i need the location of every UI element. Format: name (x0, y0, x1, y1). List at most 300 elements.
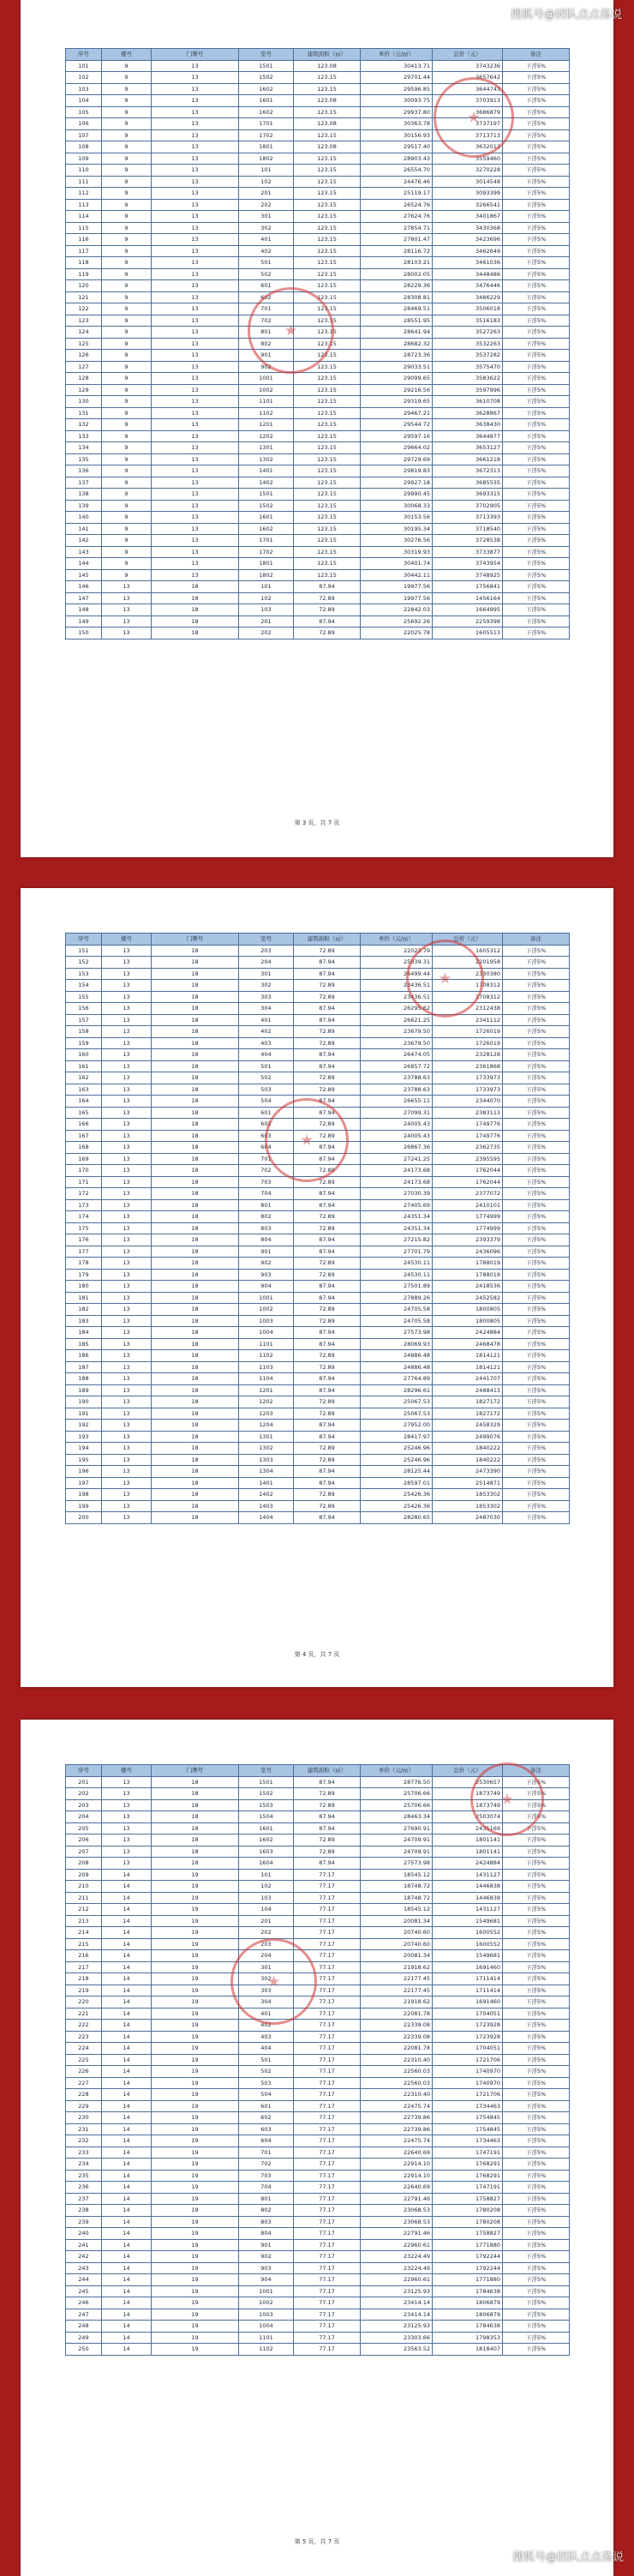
cell-door: 18 (152, 581, 239, 593)
cell-total: 1771880 (433, 2274, 503, 2286)
cell-door: 18 (152, 1846, 239, 1858)
cell-unit: 23224.49 (361, 2262, 433, 2274)
cell-area: 87.94 (294, 1142, 361, 1154)
cell-total: 1605513 (433, 627, 503, 639)
cell-unit: 22739.86 (361, 2112, 433, 2124)
cell-room: 1301 (239, 1431, 294, 1443)
cell-door: 19 (152, 1881, 239, 1893)
cell-unit: 28308.81 (361, 291, 433, 303)
cell-building: 14 (102, 2205, 152, 2217)
table-row (66, 1373, 570, 1385)
cell-total: 1708312 (433, 980, 503, 992)
table-row (66, 106, 570, 118)
cell-unit: 26621.25 (361, 1014, 433, 1026)
cell-unit: 22791.46 (361, 2228, 433, 2240)
cell-total: 1431127 (433, 1869, 503, 1881)
table-row (66, 627, 570, 639)
cell-room: 303 (239, 1985, 294, 1997)
cell-room: 101 (239, 581, 294, 593)
cell-room: 802 (239, 1211, 294, 1223)
cell-seq: 204 (66, 1811, 102, 1823)
cell-room: 1402 (239, 477, 294, 489)
cell-total: 1800805 (433, 1304, 503, 1316)
price-table (65, 1764, 570, 2356)
cell-seq: 167 (66, 1130, 102, 1142)
cell-total: 1664995 (433, 604, 503, 616)
cell-note: 下浮5% (503, 1408, 570, 1420)
cell-area: 72.89 (294, 1361, 361, 1373)
cell-note: 下浮5% (503, 2216, 570, 2228)
cell-seq: 169 (66, 1153, 102, 1165)
cell-area: 77.17 (294, 1881, 361, 1893)
table-row (66, 1927, 570, 1939)
table-row (66, 373, 570, 385)
cell-area: 77.17 (294, 2344, 361, 2356)
cell-room: 302 (239, 980, 294, 992)
cell-total: 3476446 (433, 280, 503, 292)
cell-total: 1792244 (433, 2251, 503, 2263)
cell-total: 3713713 (433, 129, 503, 141)
cell-building: 13 (102, 1234, 152, 1246)
cell-building: 9 (102, 373, 152, 385)
cell-unit: 24476.46 (361, 176, 433, 188)
cell-door: 13 (152, 315, 239, 327)
cell-building: 9 (102, 396, 152, 408)
cell-room: 1802 (239, 153, 294, 165)
cell-note: 下浮5% (503, 419, 570, 431)
cell-building: 9 (102, 407, 152, 419)
cell-building: 14 (102, 2008, 152, 2020)
cell-seq: 225 (66, 2054, 102, 2066)
cell-building: 9 (102, 141, 152, 153)
cell-total: 3702905 (433, 500, 503, 512)
cell-note: 下浮5% (503, 1153, 570, 1165)
cell-seq: 151 (66, 945, 102, 957)
cell-room: 601 (239, 280, 294, 292)
cell-door: 18 (152, 1431, 239, 1443)
cell-unit: 24173.68 (361, 1165, 433, 1177)
cell-unit: 28776.50 (361, 1776, 433, 1788)
cell-seq: 236 (66, 2182, 102, 2194)
cell-building: 14 (102, 2043, 152, 2055)
cell-seq: 212 (66, 1904, 102, 1916)
cell-unit: 30093.75 (361, 95, 433, 107)
cell-door: 19 (152, 2332, 239, 2344)
cell-building: 13 (102, 1246, 152, 1258)
cell-door: 18 (152, 968, 239, 980)
cell-total: 2344070 (433, 1096, 503, 1108)
cell-note: 下浮5% (503, 1915, 570, 1927)
cell-seq: 219 (66, 1985, 102, 1997)
cell-building: 9 (102, 419, 152, 431)
cell-room: 702 (239, 1165, 294, 1177)
column-header-area: 建筑面积（㎡） (294, 49, 361, 61)
cell-building: 9 (102, 268, 152, 280)
cell-area: 72.89 (294, 1315, 361, 1327)
cell-note: 下浮5% (503, 1512, 570, 1524)
table-row (66, 129, 570, 141)
table-row (66, 1500, 570, 1512)
cell-door: 13 (152, 430, 239, 442)
cell-unit: 27952.00 (361, 1420, 433, 1432)
cell-room: 1201 (239, 419, 294, 431)
cell-note: 下浮5% (503, 1072, 570, 1084)
cell-unit: 25706.66 (361, 1799, 433, 1811)
cell-note: 下浮5% (503, 2135, 570, 2147)
table-row (66, 1788, 570, 1800)
cell-unit: 28463.34 (361, 1811, 433, 1823)
cell-seq: 240 (66, 2228, 102, 2240)
cell-room: 1603 (239, 1846, 294, 1858)
cell-building: 13 (102, 1338, 152, 1350)
cell-total: 2514871 (433, 1477, 503, 1489)
cell-seq: 243 (66, 2262, 102, 2274)
cell-note: 下浮5% (503, 2205, 570, 2217)
cell-door: 19 (152, 1997, 239, 2009)
cell-area: 123.15 (294, 535, 361, 547)
cell-area: 77.17 (294, 2262, 361, 2274)
cell-door: 19 (152, 2216, 239, 2228)
cell-note: 下浮5% (503, 1350, 570, 1362)
cell-note: 下浮5% (503, 523, 570, 535)
cell-area: 77.17 (294, 2251, 361, 2263)
cell-building: 14 (102, 2089, 152, 2101)
cell-total: 1784638 (433, 2321, 503, 2333)
cell-room: 202 (239, 627, 294, 639)
cell-room: 203 (239, 945, 294, 957)
cell-total: 2487030 (433, 1512, 503, 1524)
cell-note: 下浮5% (503, 1188, 570, 1200)
table-row (66, 2020, 570, 2032)
cell-seq: 241 (66, 2239, 102, 2251)
cell-area: 123.15 (294, 558, 361, 570)
cell-total: 1723928 (433, 2020, 503, 2032)
table-row (66, 1512, 570, 1524)
cell-note: 下浮5% (503, 2159, 570, 2171)
cell-note: 下浮5% (503, 1142, 570, 1154)
table-row (66, 1060, 570, 1072)
cell-door: 19 (152, 2135, 239, 2147)
cell-area: 87.94 (294, 1153, 361, 1165)
cell-room: 1101 (239, 396, 294, 408)
cell-building: 9 (102, 500, 152, 512)
cell-note: 下浮5% (503, 1096, 570, 1108)
cell-seq: 235 (66, 2170, 102, 2182)
cell-note: 下浮5% (503, 1904, 570, 1916)
cell-door: 19 (152, 1961, 239, 1973)
cell-note: 下浮5% (503, 2332, 570, 2344)
cell-area: 123.15 (294, 442, 361, 454)
cell-note: 下浮5% (503, 1281, 570, 1293)
cell-building: 13 (102, 1500, 152, 1512)
cell-note: 下浮5% (503, 83, 570, 95)
cell-building: 14 (102, 2020, 152, 2032)
cell-area: 123.15 (294, 384, 361, 396)
cell-area: 123.15 (294, 419, 361, 431)
table-row (66, 523, 570, 535)
cell-note: 下浮5% (503, 407, 570, 419)
cell-seq: 164 (66, 1096, 102, 1108)
cell-unit: 29990.45 (361, 489, 433, 501)
cell-room: 904 (239, 2274, 294, 2286)
table-row (66, 1454, 570, 1466)
cell-building: 13 (102, 1304, 152, 1316)
cell-total: 1691460 (433, 1997, 503, 2009)
cell-room: 1002 (239, 384, 294, 396)
cell-note: 下浮5% (503, 465, 570, 477)
cell-note: 下浮5% (503, 1258, 570, 1270)
cell-unit: 22640.69 (361, 2147, 433, 2159)
cell-note: 下浮5% (503, 1338, 570, 1350)
cell-room: 401 (239, 2008, 294, 2020)
cell-door: 13 (152, 407, 239, 419)
cell-area: 87.94 (294, 581, 361, 593)
cell-building: 13 (102, 1858, 152, 1870)
cell-note: 下浮5% (503, 1477, 570, 1489)
cell-total: 3537282 (433, 350, 503, 362)
cell-unit: 29319.65 (361, 396, 433, 408)
cell-seq: 108 (66, 141, 102, 153)
cell-building: 9 (102, 338, 152, 350)
column-header-building: 楼号 (102, 934, 152, 946)
cell-total: 1771880 (433, 2239, 503, 2251)
cell-seq: 179 (66, 1269, 102, 1281)
column-header-room: 室号 (239, 934, 294, 946)
cell-area: 77.17 (294, 2043, 361, 2055)
cell-unit: 30195.34 (361, 523, 433, 535)
cell-note: 下浮5% (503, 2309, 570, 2321)
cell-seq: 206 (66, 1834, 102, 1846)
cell-note: 下浮5% (503, 980, 570, 992)
cell-area: 123.15 (294, 106, 361, 118)
cell-room: 1402 (239, 1489, 294, 1501)
cell-area: 77.17 (294, 2170, 361, 2182)
cell-unit: 29729.69 (361, 453, 433, 465)
cell-room: 1304 (239, 1466, 294, 1478)
table-row (66, 1188, 570, 1200)
cell-unit: 28597.01 (361, 1477, 433, 1489)
table-row (66, 2344, 570, 2356)
cell-seq: 207 (66, 1846, 102, 1858)
table-row (66, 234, 570, 246)
cell-room: 1204 (239, 1420, 294, 1432)
watermark-text: 搜狐号@团队点点荡说 (511, 2551, 624, 2564)
cell-door: 18 (152, 980, 239, 992)
table-row (66, 968, 570, 980)
table-row (66, 1142, 570, 1154)
cell-area: 123.15 (294, 327, 361, 339)
cell-room: 203 (239, 1938, 294, 1950)
cell-unit: 27701.79 (361, 1246, 433, 1258)
table-row (66, 581, 570, 593)
table-row (66, 980, 570, 992)
cell-unit: 30319.93 (361, 546, 433, 558)
table-row (66, 1799, 570, 1811)
cell-unit: 30413.71 (361, 60, 433, 72)
cell-total: 1605312 (433, 945, 503, 957)
cell-note: 下浮5% (503, 2182, 570, 2194)
cell-area: 77.17 (294, 2112, 361, 2124)
cell-note: 下浮5% (503, 234, 570, 246)
cell-seq: 217 (66, 1961, 102, 1973)
cell-note: 下浮5% (503, 2285, 570, 2297)
cell-area: 72.89 (294, 1396, 361, 1408)
cell-building: 13 (102, 1222, 152, 1234)
cell-building: 13 (102, 1420, 152, 1432)
cell-total: 3461036 (433, 257, 503, 269)
cell-total: 3628867 (433, 407, 503, 419)
cell-door: 19 (152, 1904, 239, 1916)
cell-seq: 214 (66, 1927, 102, 1939)
cell-unit: 25426.36 (361, 1489, 433, 1501)
cell-area: 87.94 (294, 1060, 361, 1072)
cell-building: 14 (102, 2170, 152, 2182)
cell-room: 1101 (239, 1338, 294, 1350)
cell-seq: 211 (66, 1892, 102, 1904)
cell-door: 18 (152, 1361, 239, 1373)
cell-room: 301 (239, 968, 294, 980)
table-row (66, 211, 570, 223)
cell-unit: 27801.47 (361, 234, 433, 246)
cell-building: 14 (102, 2159, 152, 2171)
page-footer: 第 3 页，共 7 页 (294, 820, 340, 826)
cell-note: 下浮5% (503, 176, 570, 188)
cell-note: 下浮5% (503, 188, 570, 200)
cell-door: 18 (152, 1408, 239, 1420)
cell-seq: 222 (66, 2020, 102, 2032)
cell-door: 19 (152, 2344, 239, 2356)
cell-seq: 127 (66, 361, 102, 373)
cell-note: 下浮5% (503, 165, 570, 177)
table-row (66, 453, 570, 465)
cell-unit: 22842.03 (361, 604, 433, 616)
cell-area: 123.15 (294, 72, 361, 84)
cell-unit: 20081.34 (361, 1915, 433, 1927)
cell-area: 77.17 (294, 2123, 361, 2135)
cell-area: 123.15 (294, 268, 361, 280)
table-row (66, 535, 570, 547)
cell-total: 3486229 (433, 291, 503, 303)
cell-note: 下浮5% (503, 1222, 570, 1234)
cell-note: 下浮5% (503, 268, 570, 280)
cell-room: 802 (239, 338, 294, 350)
cell-building: 9 (102, 327, 152, 339)
table-row (66, 1165, 570, 1177)
cell-door: 18 (152, 1776, 239, 1788)
cell-unit: 28417.97 (361, 1431, 433, 1443)
cell-room: 1003 (239, 1315, 294, 1327)
cell-area: 77.17 (294, 2008, 361, 2020)
cell-total: 3014548 (433, 176, 503, 188)
cell-total: 1827172 (433, 1396, 503, 1408)
cell-total: 2259398 (433, 615, 503, 627)
cell-door: 18 (152, 1281, 239, 1293)
cell-building: 9 (102, 118, 152, 130)
table-row (66, 2251, 570, 2263)
table-row (66, 2193, 570, 2205)
cell-room: 701 (239, 1153, 294, 1165)
cell-door: 18 (152, 1269, 239, 1281)
cell-building: 9 (102, 83, 152, 95)
cell-door: 19 (152, 2077, 239, 2089)
cell-room: 1002 (239, 2297, 294, 2309)
table-row (66, 500, 570, 512)
column-header-unit: 单价（元/㎡） (361, 49, 433, 61)
cell-seq: 227 (66, 2077, 102, 2089)
cell-unit: 29467.21 (361, 407, 433, 419)
cell-area: 87.94 (294, 1199, 361, 1211)
cell-building: 14 (102, 1869, 152, 1881)
cell-area: 77.17 (294, 2089, 361, 2101)
table-row (66, 2112, 570, 2124)
cell-unit: 22339.08 (361, 2020, 433, 2032)
cell-door: 18 (152, 1037, 239, 1049)
cell-total: 1708312 (433, 991, 503, 1003)
cell-unit: 28103.21 (361, 257, 433, 269)
cell-door: 18 (152, 1258, 239, 1270)
cell-unit: 27030.39 (361, 1188, 433, 1200)
cell-door: 13 (152, 453, 239, 465)
cell-unit: 23436.51 (361, 991, 433, 1003)
cell-note: 下浮5% (503, 2239, 570, 2251)
cell-building: 13 (102, 1107, 152, 1119)
table-row (66, 546, 570, 558)
cell-total: 3266541 (433, 199, 503, 211)
cell-unit: 27889.26 (361, 1292, 433, 1304)
cell-note: 下浮5% (503, 615, 570, 627)
cell-note: 下浮5% (503, 245, 570, 257)
column-header-note: 备注 (503, 934, 570, 946)
cell-room: 1501 (239, 1776, 294, 1788)
table-row (66, 188, 570, 200)
cell-total: 3559460 (433, 153, 503, 165)
cell-area: 77.17 (294, 2182, 361, 2194)
cell-room: 902 (239, 361, 294, 373)
cell-total: 1747191 (433, 2147, 503, 2159)
cell-room: 304 (239, 1997, 294, 2009)
cell-note: 下浮5% (503, 153, 570, 165)
cell-seq: 114 (66, 211, 102, 223)
cell-door: 13 (152, 535, 239, 547)
cell-seq: 246 (66, 2297, 102, 2309)
cell-seq: 203 (66, 1799, 102, 1811)
cell-door: 13 (152, 338, 239, 350)
table-row (66, 2274, 570, 2286)
cell-door: 18 (152, 991, 239, 1003)
cell-seq: 168 (66, 1142, 102, 1154)
cell-door: 19 (152, 2054, 239, 2066)
cell-building: 13 (102, 1072, 152, 1084)
cell-unit: 22310.40 (361, 2054, 433, 2066)
cell-door: 13 (152, 558, 239, 570)
cell-total: 1721706 (433, 2089, 503, 2101)
cell-area: 87.94 (294, 1373, 361, 1385)
cell-seq: 190 (66, 1396, 102, 1408)
cell-door: 19 (152, 2159, 239, 2171)
cell-area: 123.15 (294, 83, 361, 95)
cell-area: 123.15 (294, 407, 361, 419)
cell-note: 下浮5% (503, 350, 570, 362)
cell-total: 3737197 (433, 118, 503, 130)
table-row (66, 2228, 570, 2240)
cell-door: 13 (152, 477, 239, 489)
cell-note: 下浮5% (503, 1361, 570, 1373)
cell-unit: 24886.48 (361, 1361, 433, 1373)
cell-note: 下浮5% (503, 1315, 570, 1327)
table-row (66, 2239, 570, 2251)
cell-total: 3516183 (433, 315, 503, 327)
cell-note: 下浮5% (503, 1060, 570, 1072)
